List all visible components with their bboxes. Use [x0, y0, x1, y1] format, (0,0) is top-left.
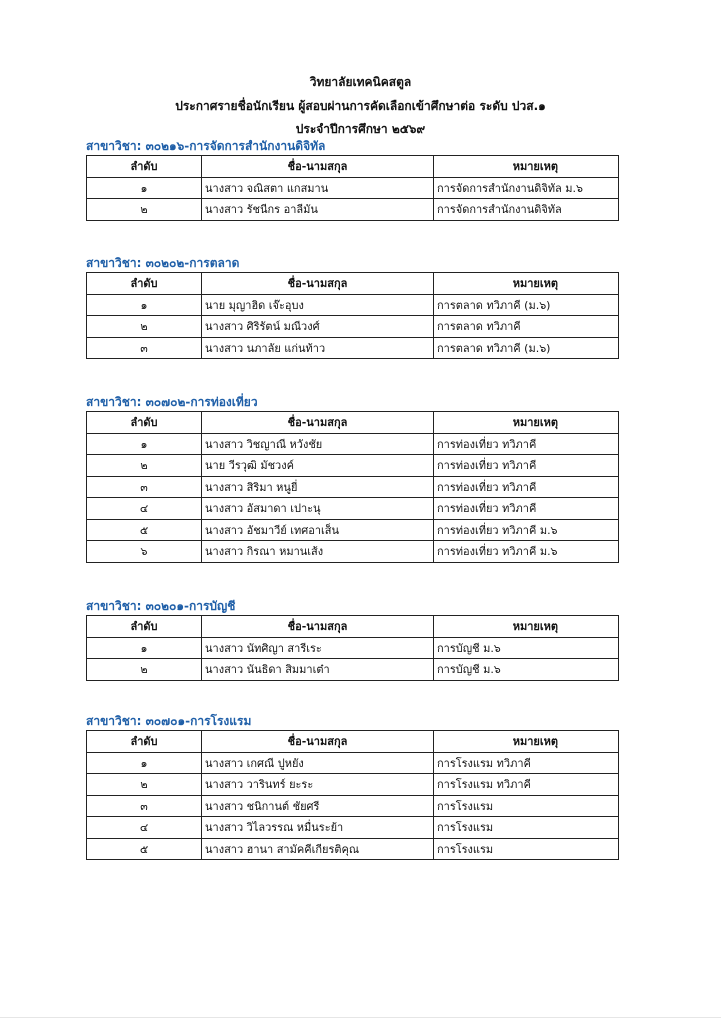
- remark-cell: การท่องเที่ยว ทวิภาคี ม.๖: [434, 541, 619, 563]
- student-name-cell: นางสาว รัชนีกร อาลีมัน: [202, 199, 434, 221]
- column-header-order: ลำดับ: [87, 616, 202, 638]
- table-row: [87, 316, 619, 338]
- announcement-title: ประกาศรายชื่อนักเรียน ผู้สอบผ่านการคัดเลือกเข้าศึกษาต่อ ระดับ ปวส.๑: [175, 99, 546, 113]
- table-row: [87, 455, 619, 477]
- table-row: [87, 637, 619, 659]
- student-name-cell: นางสาว ชนิกานต์ ชัยศรี: [202, 795, 434, 817]
- student-table: [86, 730, 619, 860]
- section-title: สาขาวิชา: ๓๐๗๐๑-การโรงแรม: [86, 714, 252, 728]
- student-name-cell: นางสาว จณิสตา แกสมาน: [202, 177, 434, 199]
- table-row: [87, 433, 619, 455]
- section-block: [86, 254, 618, 359]
- row-number-cell: ๑: [87, 637, 202, 659]
- table-header-row: [87, 156, 619, 178]
- row-number-cell: ๔: [87, 817, 202, 839]
- academic-year: ประจำปีการศึกษา ๒๕๖๙: [295, 122, 426, 136]
- student-name-cell: นางสาว วารินทร์ ยะระ: [202, 774, 434, 796]
- table-row: [87, 519, 619, 541]
- remark-cell: การบัญชี ม.๖: [434, 659, 619, 681]
- row-number-cell: ๑: [87, 294, 202, 316]
- table-row: [87, 817, 619, 839]
- column-header-name: ชื่อ-นามสกุล: [202, 731, 434, 753]
- student-name-cell: นางสาว อัสมาดา เปาะนุ: [202, 498, 434, 520]
- row-number-cell: ๔: [87, 498, 202, 520]
- student-name-cell: นาย มุญาฮิด เจ๊ะอุบง: [202, 294, 434, 316]
- table-header-row: [87, 731, 619, 753]
- student-name-cell: นาย วีรวุฒิ มัชวงค์: [202, 455, 434, 477]
- remark-cell: การโรงแรม: [434, 838, 619, 860]
- remark-cell: การโรงแรม: [434, 817, 619, 839]
- student-table: [86, 155, 619, 221]
- student-table: [86, 411, 619, 563]
- remark-cell: การท่องเที่ยว ทวิภาคี: [434, 476, 619, 498]
- column-header-name: ชื่อ-นามสกุล: [202, 156, 434, 178]
- row-number-cell: ๒: [87, 199, 202, 221]
- row-number-cell: ๓: [87, 476, 202, 498]
- table-row: [87, 476, 619, 498]
- table-row: [87, 838, 619, 860]
- student-name-cell: นางสาว เกศณี ปูหยัง: [202, 752, 434, 774]
- student-name-cell: นางสาว สิริมา หนูยี่: [202, 476, 434, 498]
- page-edge-line: [0, 1017, 721, 1018]
- remark-cell: การตลาด ทวิภาคี (ม.๖): [434, 294, 619, 316]
- row-number-cell: ๕: [87, 838, 202, 860]
- column-header-note: หมายเหตุ: [434, 412, 619, 434]
- row-number-cell: ๖: [87, 541, 202, 563]
- row-number-cell: ๓: [87, 795, 202, 817]
- table-row: [87, 177, 619, 199]
- column-header-order: ลำดับ: [87, 412, 202, 434]
- remark-cell: การตลาด ทวิภาคี: [434, 316, 619, 338]
- remark-cell: การจัดการสำนักงานดิจิทัล: [434, 199, 619, 221]
- column-header-note: หมายเหตุ: [434, 156, 619, 178]
- column-header-name: ชื่อ-นามสกุล: [202, 616, 434, 638]
- table-row: [87, 795, 619, 817]
- row-number-cell: ๒: [87, 455, 202, 477]
- table-row: [87, 199, 619, 221]
- column-header-note: หมายเหตุ: [434, 616, 619, 638]
- column-header-name: ชื่อ-นามสกุล: [202, 273, 434, 295]
- row-number-cell: ๑: [87, 752, 202, 774]
- row-number-cell: ๕: [87, 519, 202, 541]
- table-header-row: [87, 273, 619, 295]
- table-row: [87, 294, 619, 316]
- remark-cell: การโรงแรม ทวิภาคี: [434, 774, 619, 796]
- student-table: [86, 272, 619, 359]
- student-name-cell: นางสาว นันธิดา สิมมาเต๋า: [202, 659, 434, 681]
- section-title: สาขาวิชา: ๓๐๒๐๒-การตลาด: [86, 256, 240, 270]
- table-header-row: [87, 412, 619, 434]
- table-header-row: [87, 616, 619, 638]
- row-number-cell: ๒: [87, 774, 202, 796]
- section-block: [86, 137, 618, 221]
- table-row: [87, 498, 619, 520]
- column-header-name: ชื่อ-นามสกุล: [202, 412, 434, 434]
- row-number-cell: ๓: [87, 337, 202, 359]
- student-name-cell: นางสาว วิไลวรรณ หมื่นระย้า: [202, 817, 434, 839]
- section-title: สาขาวิชา: ๓๐๒๑๖-การจัดการสำนักงานดิจิทัล: [86, 139, 326, 153]
- table-row: [87, 752, 619, 774]
- student-name-cell: นางสาว ฮานา สามัคคีเกียรติคุณ: [202, 838, 434, 860]
- table-row: [87, 337, 619, 359]
- table-row: [87, 659, 619, 681]
- student-name-cell: นางสาว กิรณา หมานเส้ง: [202, 541, 434, 563]
- student-name-cell: นางสาว อัชมาวีย์ เทศอาเส็น: [202, 519, 434, 541]
- remark-cell: การท่องเที่ยว ทวิภาคี: [434, 433, 619, 455]
- remark-cell: การโรงแรม ทวิภาคี: [434, 752, 619, 774]
- remark-cell: การจัดการสำนักงานดิจิทัล ม.๖: [434, 177, 619, 199]
- remark-cell: การท่องเที่ยว ทวิภาคี ม.๖: [434, 519, 619, 541]
- student-name-cell: นางสาว วิชญาณี หวังชัย: [202, 433, 434, 455]
- college-name: วิทยาลัยเทคนิคสตูล: [309, 75, 412, 89]
- column-header-order: ลำดับ: [87, 731, 202, 753]
- remark-cell: การท่องเที่ยว ทวิภาคี: [434, 498, 619, 520]
- row-number-cell: ๑: [87, 177, 202, 199]
- section-block: [86, 393, 618, 563]
- table-row: [87, 774, 619, 796]
- student-name-cell: นางสาว ศิริรัตน์ มณีวงศ์: [202, 316, 434, 338]
- row-number-cell: ๑: [87, 433, 202, 455]
- row-number-cell: ๒: [87, 316, 202, 338]
- column-header-order: ลำดับ: [87, 156, 202, 178]
- section-block: [86, 712, 618, 860]
- section-block: [86, 597, 618, 681]
- section-title: สาขาวิชา: ๓๐๗๐๒-การท่องเที่ยว: [86, 395, 258, 409]
- row-number-cell: ๒: [87, 659, 202, 681]
- student-name-cell: นางสาว นภาลัย แก่นท้าว: [202, 337, 434, 359]
- remark-cell: การท่องเที่ยว ทวิภาคี: [434, 455, 619, 477]
- table-row: [87, 541, 619, 563]
- section-title: สาขาวิชา: ๓๐๒๐๑-การบัญชี: [86, 599, 236, 613]
- remark-cell: การโรงแรม: [434, 795, 619, 817]
- column-header-note: หมายเหตุ: [434, 731, 619, 753]
- student-table: [86, 615, 619, 681]
- column-header-order: ลำดับ: [87, 273, 202, 295]
- column-header-note: หมายเหตุ: [434, 273, 619, 295]
- remark-cell: การบัญชี ม.๖: [434, 637, 619, 659]
- student-name-cell: นางสาว นัทศิญา สารีเระ: [202, 637, 434, 659]
- remark-cell: การตลาด ทวิภาคี (ม.๖): [434, 337, 619, 359]
